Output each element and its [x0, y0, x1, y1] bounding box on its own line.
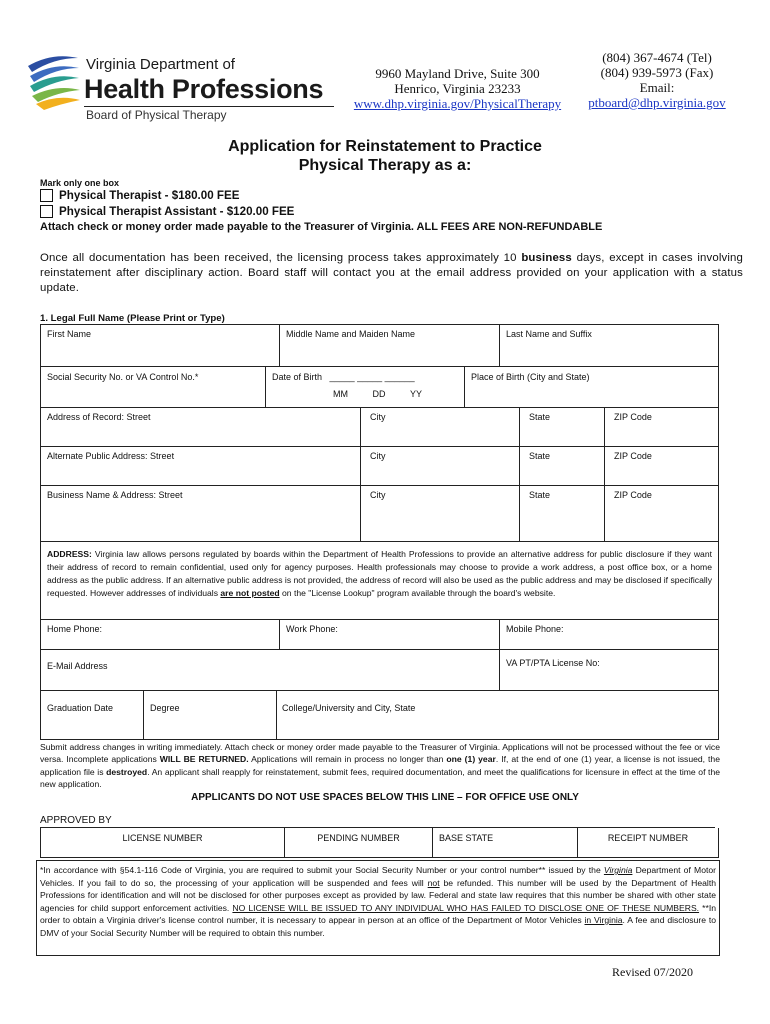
- address-record-city[interactable]: [361, 408, 520, 446]
- address-record-state[interactable]: [520, 408, 605, 446]
- zip-label: ZIP Code: [614, 412, 652, 422]
- address-alt-state[interactable]: [520, 447, 605, 485]
- ssn-note-text1: *In accordance with §54.1-116 Code of Virginia, you are required to submit your Social Security Number or your control number** issued by the: [40, 865, 604, 875]
- first-name-field[interactable]: [41, 325, 280, 367]
- submit-text3: . If, at the end of one (1) year, a license is not issued, the application file is: [40, 754, 720, 777]
- address-record-street[interactable]: [41, 408, 361, 446]
- logo-line3: Board of Physical Therapy: [86, 108, 227, 122]
- work-phone-field[interactable]: [280, 620, 500, 649]
- dob-dd: DD: [372, 389, 386, 399]
- middle-name-label: Middle Name and Maiden Name: [286, 329, 416, 339]
- address-business-label: Business Name & Address: Street: [47, 490, 183, 500]
- intro-text2: days, except in cases involving reinstatement after disciplinary action. Board staff will contact you at the email address provided on your application with a status update.: [40, 252, 744, 294]
- license-number-cell: [41, 828, 285, 857]
- option-pt[interactable]: [40, 189, 239, 202]
- logo-divider: [84, 106, 334, 107]
- approved-by-label: APPROVED BY: [40, 815, 112, 826]
- dob-mm: MM: [333, 389, 348, 399]
- work-phone-label: Work Phone:: [286, 624, 338, 634]
- email-field[interactable]: [41, 650, 500, 690]
- submit-note: [40, 741, 720, 791]
- city-label: City: [370, 490, 386, 500]
- address-record-label: Address of Record: Street: [47, 412, 151, 422]
- college-field[interactable]: [277, 691, 718, 739]
- email-label: Email:: [639, 80, 675, 95]
- license-no-field[interactable]: [500, 650, 718, 690]
- dhp-logo: [24, 46, 344, 126]
- mark-only-note: Mark only one box: [40, 178, 120, 188]
- address-record-row: [41, 408, 718, 447]
- dob-yy: YY: [410, 389, 423, 399]
- option-pt-label: Physical Therapist - $180.00 FEE: [59, 189, 240, 202]
- website-link[interactable]: www.dhp.virginia.gov/PhysicalTherapy: [353, 96, 562, 111]
- intro-text1: Once all documentation has been received, the licensing process takes approximately 10: [40, 252, 522, 264]
- address-note-label: ADDRESS:: [47, 549, 92, 559]
- address-alt-street[interactable]: [41, 447, 361, 485]
- grad-date-field[interactable]: [41, 691, 144, 739]
- pta-checkbox[interactable]: [40, 205, 53, 218]
- tel-number: (804) 367-4674 (Tel): [602, 50, 712, 65]
- receipt-number-label: RECEIPT NUMBER: [607, 833, 689, 843]
- title-line2: Physical Therapy as a:: [298, 157, 472, 174]
- address-alt-row: [41, 447, 718, 486]
- home-phone-label: Home Phone:: [47, 624, 103, 634]
- pending-number-label: PENDING NUMBER: [317, 833, 400, 843]
- logo-line1: Virginia Department of: [86, 56, 235, 73]
- logo-swoosh-icon: [24, 46, 82, 126]
- mailing-address: [345, 66, 570, 111]
- zip-label: ZIP Code: [614, 490, 652, 500]
- first-name-label: First Name: [47, 329, 92, 339]
- base-state-label: BASE STATE: [439, 833, 494, 843]
- address-alt-city[interactable]: [361, 447, 520, 485]
- approved-by: [40, 815, 112, 826]
- ssn-note-u3: NO LICENSE WILL BE ISSUED TO ANY INDIVIDUAL WHO HAS FAILED TO DISCLOSE ONE OF THESE NUMBERS.: [232, 902, 700, 913]
- option-pta[interactable]: [40, 205, 294, 218]
- address-note: [41, 542, 718, 620]
- logo-line2: Health Professions: [84, 74, 324, 104]
- address-record-zip[interactable]: [605, 408, 718, 446]
- dob-blanks: _____ _____ ______: [329, 372, 415, 382]
- education-row: [41, 691, 718, 739]
- submit-text1: Submit address changes in writing immediately. Attach check or money order made payable to the Treasurer of Virginia. Applications will not be processed without the fee or vice versa. Incomplete applications: [40, 742, 720, 765]
- email-link[interactable]: ptboard@dhp.virginia.gov: [588, 95, 726, 110]
- phones-row: [41, 620, 718, 650]
- fee-notice: Attach check or money order made payable to the Treasurer of Virginia. ALL FEES ARE NON-REFUNDABLE: [40, 221, 603, 233]
- address-alt-zip[interactable]: [605, 447, 718, 485]
- degree-label: Degree: [150, 703, 180, 713]
- address-business-city[interactable]: [361, 486, 520, 541]
- degree-field[interactable]: [144, 691, 277, 739]
- ssn-note-text4: **In order to obtain a Virginia driver's license control number, it is necessary to appear in person at an office of the Department of Motor Vehicles: [40, 902, 717, 925]
- email-field-label: E-Mail Address: [47, 661, 108, 671]
- section1-heading: 1. Legal Full Name (Please Print or Type): [40, 313, 225, 324]
- last-name-field[interactable]: [500, 325, 718, 367]
- fax-number: (804) 939-5973 (Fax): [600, 65, 714, 80]
- dob-label-row: [266, 367, 464, 387]
- license-number-label: LICENSE NUMBER: [122, 833, 203, 843]
- address-note-text2: on the "License Lookup" program available through the board's website.: [279, 588, 556, 598]
- address-business-street[interactable]: [41, 486, 361, 541]
- title-line1: Application for Reinstatement to Practice: [228, 138, 542, 155]
- ssn-note-text2: Department of Motor Vehicles. If you fail to do so, the processing of your application will be suspended and fees will: [40, 865, 716, 888]
- office-use-heading: APPLICANTS DO NOT USE SPACES BELOW THIS LINE – FOR OFFICE USE ONLY: [191, 792, 579, 803]
- ssn-note: [36, 860, 720, 956]
- grad-date-label: Graduation Date: [47, 703, 114, 713]
- address-business-state[interactable]: [520, 486, 605, 541]
- page-title: [0, 138, 770, 175]
- dob-format-row: [333, 389, 422, 399]
- dob-label: Date of Birth: [272, 372, 323, 382]
- city-label: City: [370, 451, 386, 461]
- office-use-table: [40, 828, 719, 858]
- ssn-note-text5: . A fee and disclosure to DMV of your Social Security Number will be required to obtain this number.: [40, 915, 717, 938]
- submit-bold2: one (1) year: [446, 754, 496, 765]
- mobile-phone-field[interactable]: [500, 620, 718, 649]
- state-label: State: [529, 451, 551, 461]
- intro-paragraph: [40, 251, 743, 296]
- license-no-label: VA PT/PTA License No:: [506, 658, 600, 668]
- pending-number-cell: [285, 828, 433, 857]
- ssn-label: Social Security No. or VA Control No.*: [47, 372, 199, 382]
- ssn-note-u2: not: [427, 877, 440, 888]
- college-label: College/University and City, State: [282, 703, 416, 713]
- address-alt-label: Alternate Public Address: Street: [47, 451, 175, 461]
- address-business-zip[interactable]: [605, 486, 718, 541]
- submit-text4: . An applicant shall reapply for reinstatement, submit fees, required documentation, and meet the qualifications for licensure in effect at the time of the new application.: [40, 766, 721, 790]
- ssn-note-u1: Virginia: [603, 865, 633, 875]
- base-state-cell: [433, 828, 578, 857]
- last-name-label: Last Name and Suffix: [506, 329, 592, 339]
- intro-bold: business: [521, 252, 572, 264]
- option-pta-label: Physical Therapist Assistant - $120.00 FEE: [59, 205, 295, 218]
- middle-name-field[interactable]: [280, 325, 500, 367]
- address-line1: 9960 Mayland Drive, Suite 300: [375, 66, 540, 81]
- email-license-row: [41, 650, 718, 691]
- submit-bold1: WILL BE RETURNED.: [159, 754, 249, 765]
- state-label: State: [529, 412, 551, 422]
- contact-info: [582, 50, 732, 110]
- pob-label: Place of Birth (City and State): [471, 372, 590, 382]
- ssn-note-text3: be refunded. This number will be used by the Department of Health Professions for identification and will not be disclosed for other purposes except as provided by law. Federal and state law requires that this number be shared with other state agencies for child support enforcement activities.: [40, 877, 717, 913]
- city-label: City: [370, 412, 386, 422]
- ssn-note-u4: in Virginia: [584, 915, 623, 925]
- pt-checkbox[interactable]: [40, 189, 53, 202]
- address-note-text1: Virginia law allows persons regulated by boards within the Department of Health Professions to provide an alternative address for public disclosure if they want their address of record to remain confidential, used only for agency purposes. Health professionals may choose to provide a work address, a post office box, or a home address as the public address. If an alternative public address is not provided, the address of record will also be used as the public address and may be disclosed if specifically requested. However addresses of individuals: [47, 549, 712, 598]
- submit-text2: Applications will remain in process no longer than: [248, 754, 447, 765]
- address-note-emph: are not posted: [220, 588, 280, 598]
- receipt-number-cell: [578, 828, 718, 857]
- address-line2: Henrico, Virginia 23233: [394, 81, 521, 96]
- state-label: State: [529, 490, 551, 500]
- mobile-phone-label: Mobile Phone:: [506, 624, 564, 634]
- ssn-field[interactable]: [41, 367, 266, 408]
- zip-label: ZIP Code: [614, 451, 652, 461]
- home-phone-field[interactable]: [41, 620, 280, 649]
- revised-date: Revised 07/2020: [612, 965, 693, 979]
- pob-field[interactable]: [465, 367, 718, 408]
- address-business-row: [41, 486, 718, 542]
- dob-field[interactable]: [266, 367, 465, 408]
- submit-bold3: destroyed: [106, 766, 148, 777]
- applicant-form: [40, 324, 719, 740]
